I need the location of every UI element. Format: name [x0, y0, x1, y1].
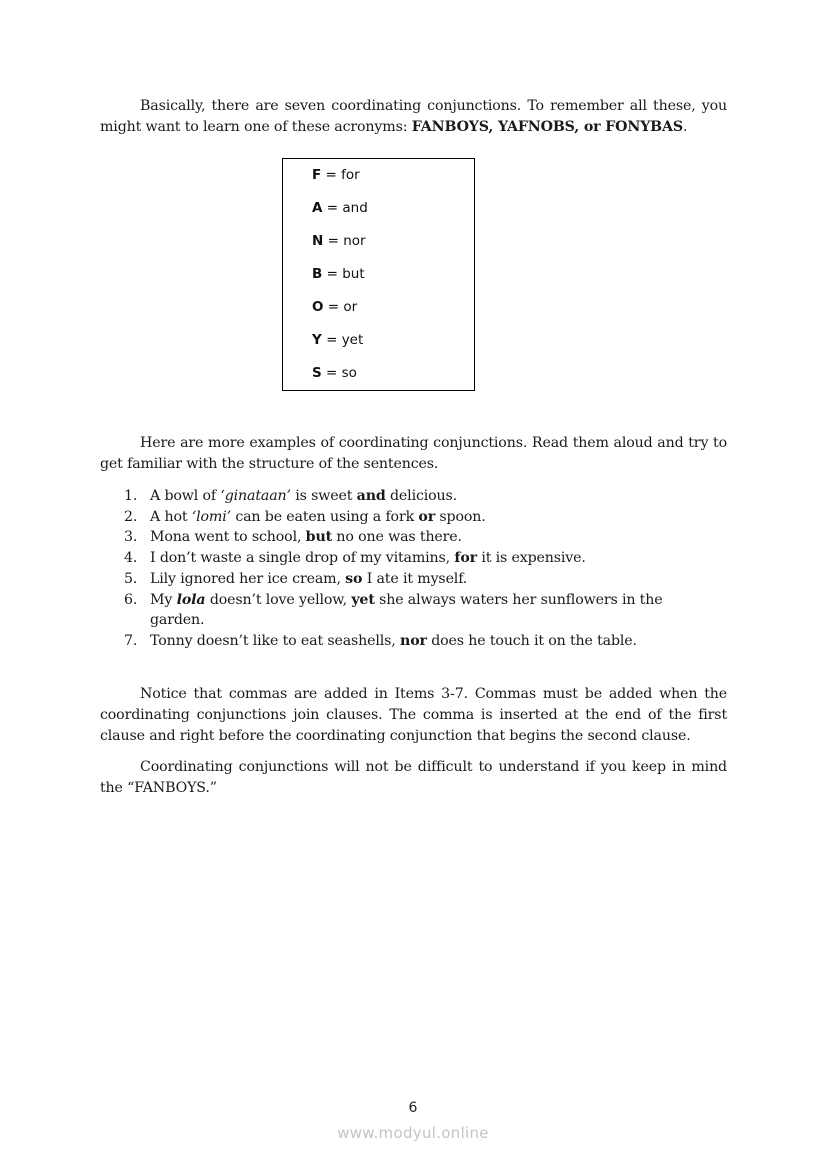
acronym-row-f: F = for: [312, 167, 360, 183]
conjunction-for: for: [454, 550, 477, 567]
example-item-7: 7. Tonny doesn’t like to eat seashells, nor does he touch it on the table.: [124, 632, 637, 649]
examples-intro-paragraph: Here are more examples of coordinating conjunctions. Read them aloud and try to get familiar with the structure of the sentences.: [100, 435, 727, 472]
example-item-3: 3. Mona went to school, but no one was there.: [124, 529, 462, 546]
acronym-row-b: B = but: [312, 266, 365, 282]
intro-text: Basically, there are seven coordinating conjunctions. To remember all these, you might want to learn one of these acronyms:: [100, 98, 727, 135]
acronyms-list: FANBOYS, YAFNOBS, or FONYBAS: [411, 119, 683, 135]
acronym-row-s: S = so: [312, 365, 357, 381]
acronym-row-a: A = and: [312, 200, 368, 216]
intro-period: .: [682, 119, 688, 135]
conjunction-but: but: [305, 529, 333, 546]
intro-paragraph: [100, 96, 727, 138]
conjunction-and: and: [356, 488, 386, 504]
example-item-5: 5. Lily ignored her ice cream, so I ate it myself.: [124, 570, 468, 587]
acronym-row-n: N = nor: [312, 233, 366, 249]
fanboys-box: [282, 158, 475, 391]
conjunction-nor: nor: [400, 632, 427, 649]
example-item-2: 2. A hot ‘lomi’ can be eaten using a fork or spoon.: [124, 508, 486, 525]
notice-paragraph: Notice that commas are added in Items 3-7. Commas must be added when the coordinating conjunctions join clauses. The comma is inserted at the end of the first clause and right before the coordinating conjunction that begins the second clause.: [100, 686, 727, 744]
page-number: 6: [408, 1100, 418, 1116]
examples-list: [124, 486, 714, 652]
conjunction-so: so: [345, 570, 363, 587]
conjunction-yet: yet: [351, 591, 375, 608]
conjunction-or: or: [418, 508, 436, 525]
example-item-6: 6. My lola doesn’t love yellow, yet she always waters her sunflowers in the garden.: [124, 591, 663, 629]
example-item-4: 4. I don’t waste a single drop of my vitamins, for it is expensive.: [124, 550, 586, 567]
acronym-row-y: Y = yet: [312, 332, 364, 348]
closing-paragraph: Coordinating conjunctions will not be difficult to understand if you keep in mind the “FANBOYS.”: [100, 759, 727, 796]
watermark: www.modyul.online: [337, 1124, 489, 1142]
example-item-1: 1. A bowl of ‘ginataan’ is sweet and delicious.: [124, 488, 458, 504]
acronym-row-o: O = or: [312, 299, 358, 315]
